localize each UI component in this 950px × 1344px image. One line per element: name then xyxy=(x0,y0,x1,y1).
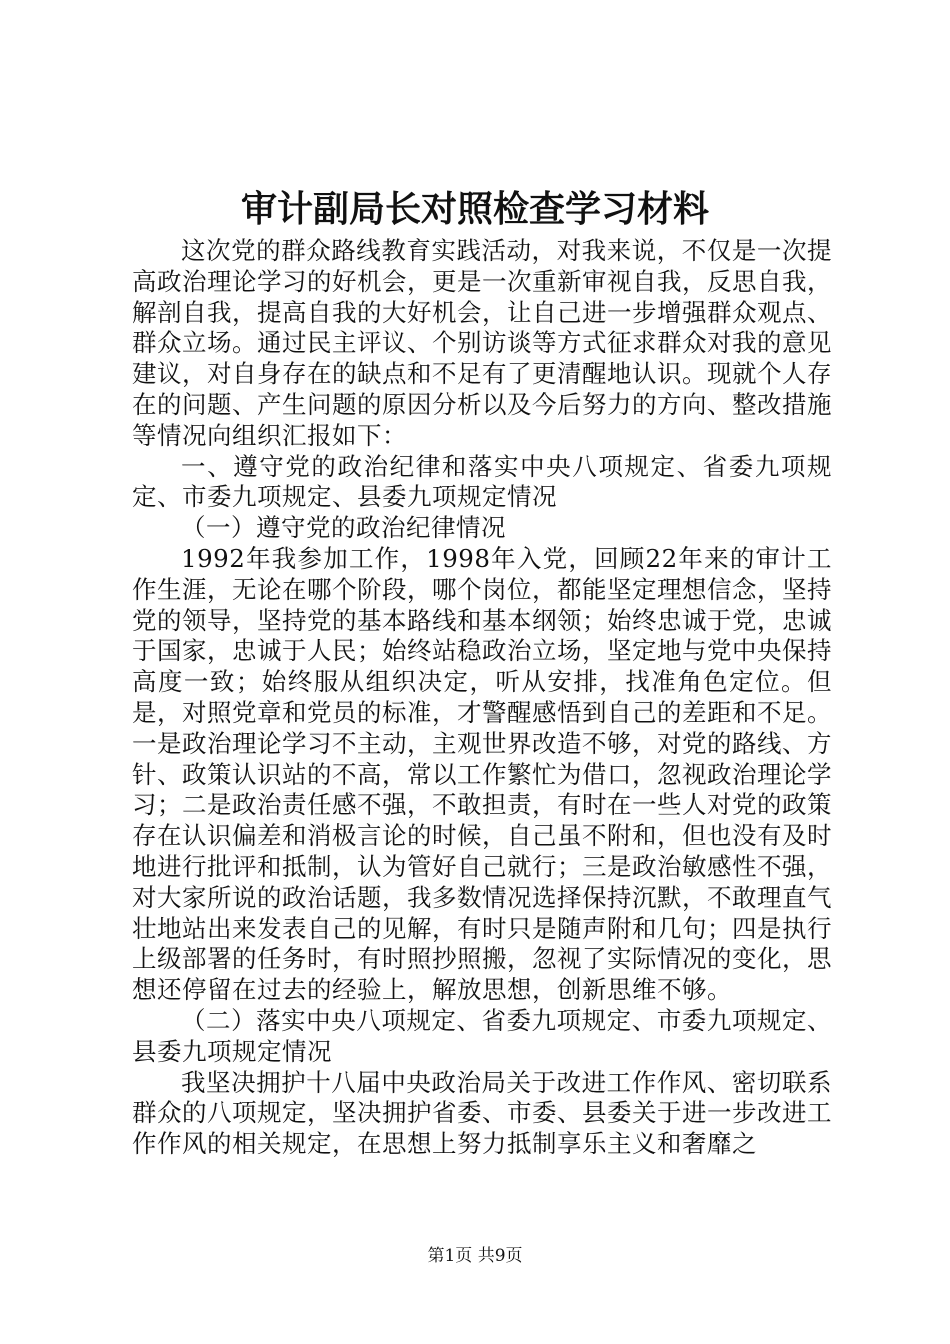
paragraph-intro: 这次党的群众路线教育实践活动，对我来说，不仅是一次提高政治理论学习的好机会，更是一次重新审视自我，反思自我，解剖自我，提高自我的大好机会，让自己进一步增强群众观点、群众立场。通过民主评议、个别访谈等方式征求群众对我的意见建议，对自身存在的缺点和不足有了更清醒地认识。现就个人存在的问题、产生问题的原因分析以及今后努力的方向、整改措施等情况向组织汇报如下： xyxy=(132,236,832,450)
page-footer: 第1页 共9页 xyxy=(427,1246,523,1266)
paragraph-section-one-heading: 一、遵守党的政治纪律和落实中央八项规定、省委九项规定、市委九项规定、县委九项规定情况 xyxy=(132,451,832,512)
paragraph-subsection-one-heading: （一）遵守党的政治纪律情况 xyxy=(181,513,506,543)
paragraph-subsection-two-heading: （二）落实中央八项规定、省委九项规定、市委九项规定、县委九项规定情况 xyxy=(132,1005,832,1066)
document-title: 审计副局长对照检查学习材料 xyxy=(240,188,709,230)
paragraph-political-discipline: 1992年我参加工作，1998年入党，回顾22年来的审计工作生涯，无论在哪个阶段，哪个岗位，都能坚定理想信念，坚持党的领导，坚持党的基本路线和基本纲领；始终忠诚于党，忠诚于国家，忠诚于人民；始终站稳政治立场，坚定地与党中央保持高度一致；始终服从组织决定，听从安排，找准角色定位。但是，对照党章和党员的标准，才警醒感悟到自己的差距和不足。一是政治理论学习不主动，主观世界改造不够，对党的路线、方针、政策认识站的不高，常以工作繁忙为借口，忽视政治理论学习；二是政治责任感不强，不敢担责，有时在一些人对党的政策存在认识偏差和消极言论的时候，自己虽不附和，但也没有及时地进行批评和抵制，认为管好自己就行；三是政治敏感性不强，对大家所说的政治话题，我多数情况选择保持沉默，不敢理直气壮地站出来发表自己的见解，有时只是随声附和几句；四是执行上级部署的任务时，有时照抄照搬，忽视了实际情况的变化，思想还停留在过去的经验上，解放思想，创新思维不够。 xyxy=(132,543,832,1005)
document-body xyxy=(132,236,832,1160)
paragraph-eight-rules: 我坚决拥护十八届中央政治局关于改进工作作风、密切联系群众的八项规定，坚决拥护省委、市委、县委关于进一步改进工作作风的相关规定，在思想上努力抵制享乐主义和奢靡之 xyxy=(132,1067,832,1159)
